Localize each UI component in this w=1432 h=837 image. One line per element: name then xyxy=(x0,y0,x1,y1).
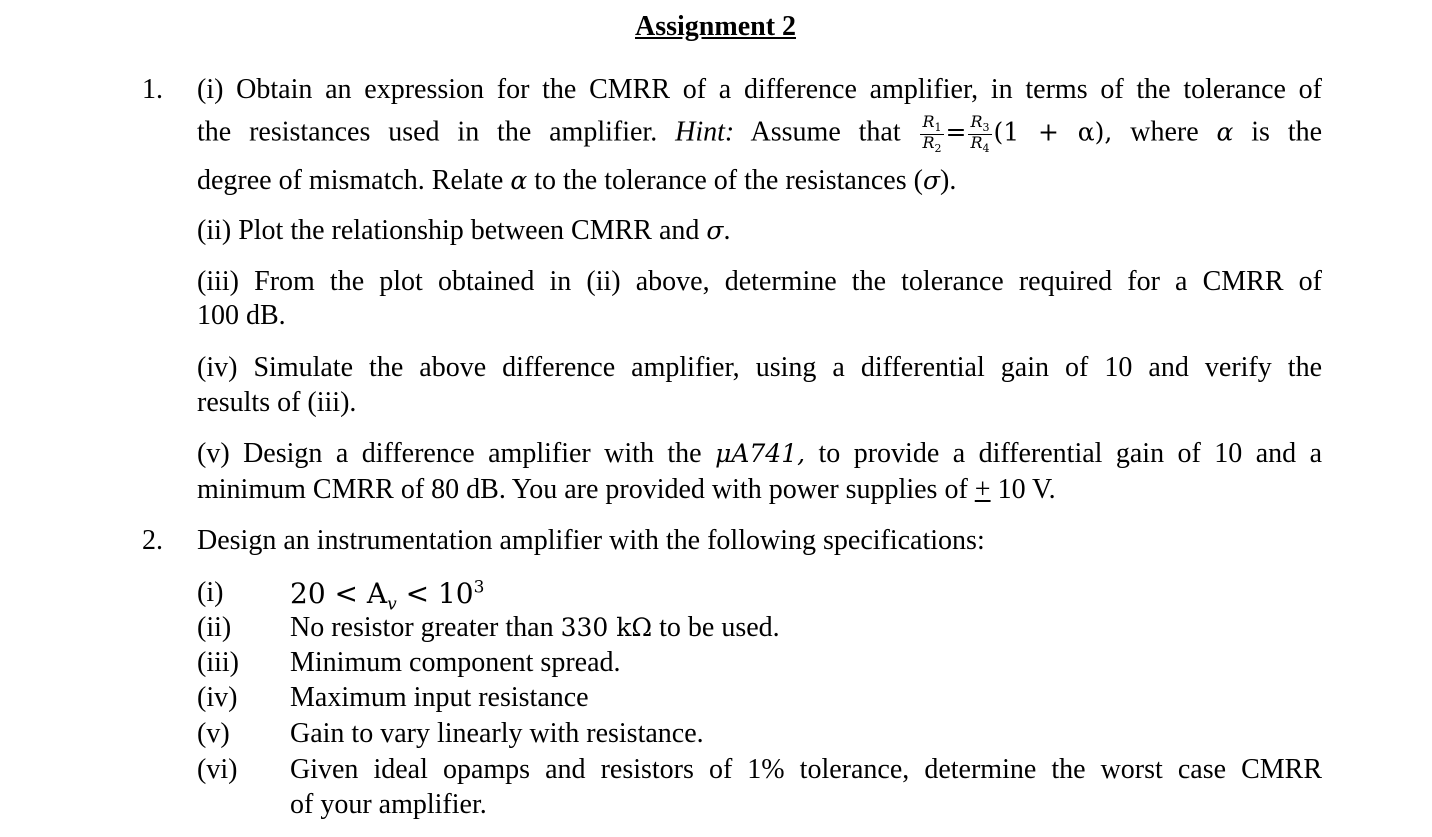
q2-item-text-line2: of your amplifier. xyxy=(290,789,487,820)
q1-i-text-d: is the xyxy=(1251,116,1323,148)
q2-item-text: Gain to vary linearly with resistance. xyxy=(290,718,704,749)
q2-item-text: $20 < A_v < 10^3$ xyxy=(290,577,485,615)
sigma-symbol-2: σ xyxy=(706,216,724,245)
equals-sign: = xyxy=(945,117,967,147)
q2-item-label: (iii) xyxy=(197,647,239,678)
fraction-r3-r4: $\frac{R_3}{R_4}$ xyxy=(970,112,990,155)
q2-item-label: (i) xyxy=(197,577,224,608)
q1-i-text-a: the resistances used in the amplifier. xyxy=(197,116,658,148)
q2-item-text: Given ideal opamps and resistors of 1% tolerance, determine the worst case CMRR xyxy=(290,754,1322,785)
q1-part-iv-line1: (iv) Simulate the above difference amplifier, using a differential gain of 10 and verify the xyxy=(197,352,1322,383)
alpha-symbol: α xyxy=(1216,117,1234,147)
question-1-number: 1. xyxy=(142,74,163,105)
alpha-symbol-2: α xyxy=(510,166,528,195)
question-2-number: 2. xyxy=(142,525,163,556)
chip-name: μA741, xyxy=(715,439,806,468)
q1-part-iv-line2: results of (iii). xyxy=(197,387,357,418)
q2-item-label: (vi) xyxy=(197,754,238,785)
sigma-symbol: σ xyxy=(922,166,941,195)
q1-part-v-line2: minimum CMRR of 80 dB. You are provided with power supplies of + 10 V. xyxy=(197,474,1056,505)
q1-part-iii-line1: (iii) From the plot obtained in (ii) above, determine the tolerance required for a CMRR of xyxy=(197,266,1322,297)
q1-part-i-line1: (i) Obtain an expression for the CMRR of a difference amplifier, in terms of the tolerance of xyxy=(197,74,1322,105)
q2-intro: Design an instrumentation amplifier with the following specifications: xyxy=(197,525,985,556)
q1-i-text-b: Assume that xyxy=(750,116,901,148)
q2-item-text: Maximum input resistance xyxy=(290,682,589,713)
mismatch-factor: (1 + α), xyxy=(993,117,1113,147)
hint-label: Hint: xyxy=(675,116,735,148)
q1-part-ii: (ii) Plot the relationship between CMRR and σ. xyxy=(197,215,731,246)
q2-item-label: (v) xyxy=(197,718,230,749)
q1-part-iii-line2: 100 dB. xyxy=(197,300,286,331)
fraction-r1-r2: $\frac{R_1}{R_2}$ xyxy=(922,112,942,155)
resistor-limit-value: 330 kΩ xyxy=(560,613,653,642)
q1-i-text-c: where xyxy=(1130,116,1199,148)
plus-minus-sign: + xyxy=(974,474,991,505)
q2-item-text: No resistor greater than 330 kΩ to be used. xyxy=(290,612,780,643)
q1-part-i-line3: degree of mismatch. Relate α to the tolerance of the resistances (σ). xyxy=(197,165,957,196)
q2-item-label: (iv) xyxy=(197,682,238,713)
q1-part-i-line2 xyxy=(197,114,1322,154)
q2-item-text: Minimum component spread. xyxy=(290,647,621,678)
q1-part-v-line1: (v) Design a difference amplifier with the μA741, to provide a differential gain of 10 and a xyxy=(197,438,1323,469)
page-title: Assignment 2 xyxy=(635,11,797,42)
q2-item-label: (ii) xyxy=(197,612,232,643)
